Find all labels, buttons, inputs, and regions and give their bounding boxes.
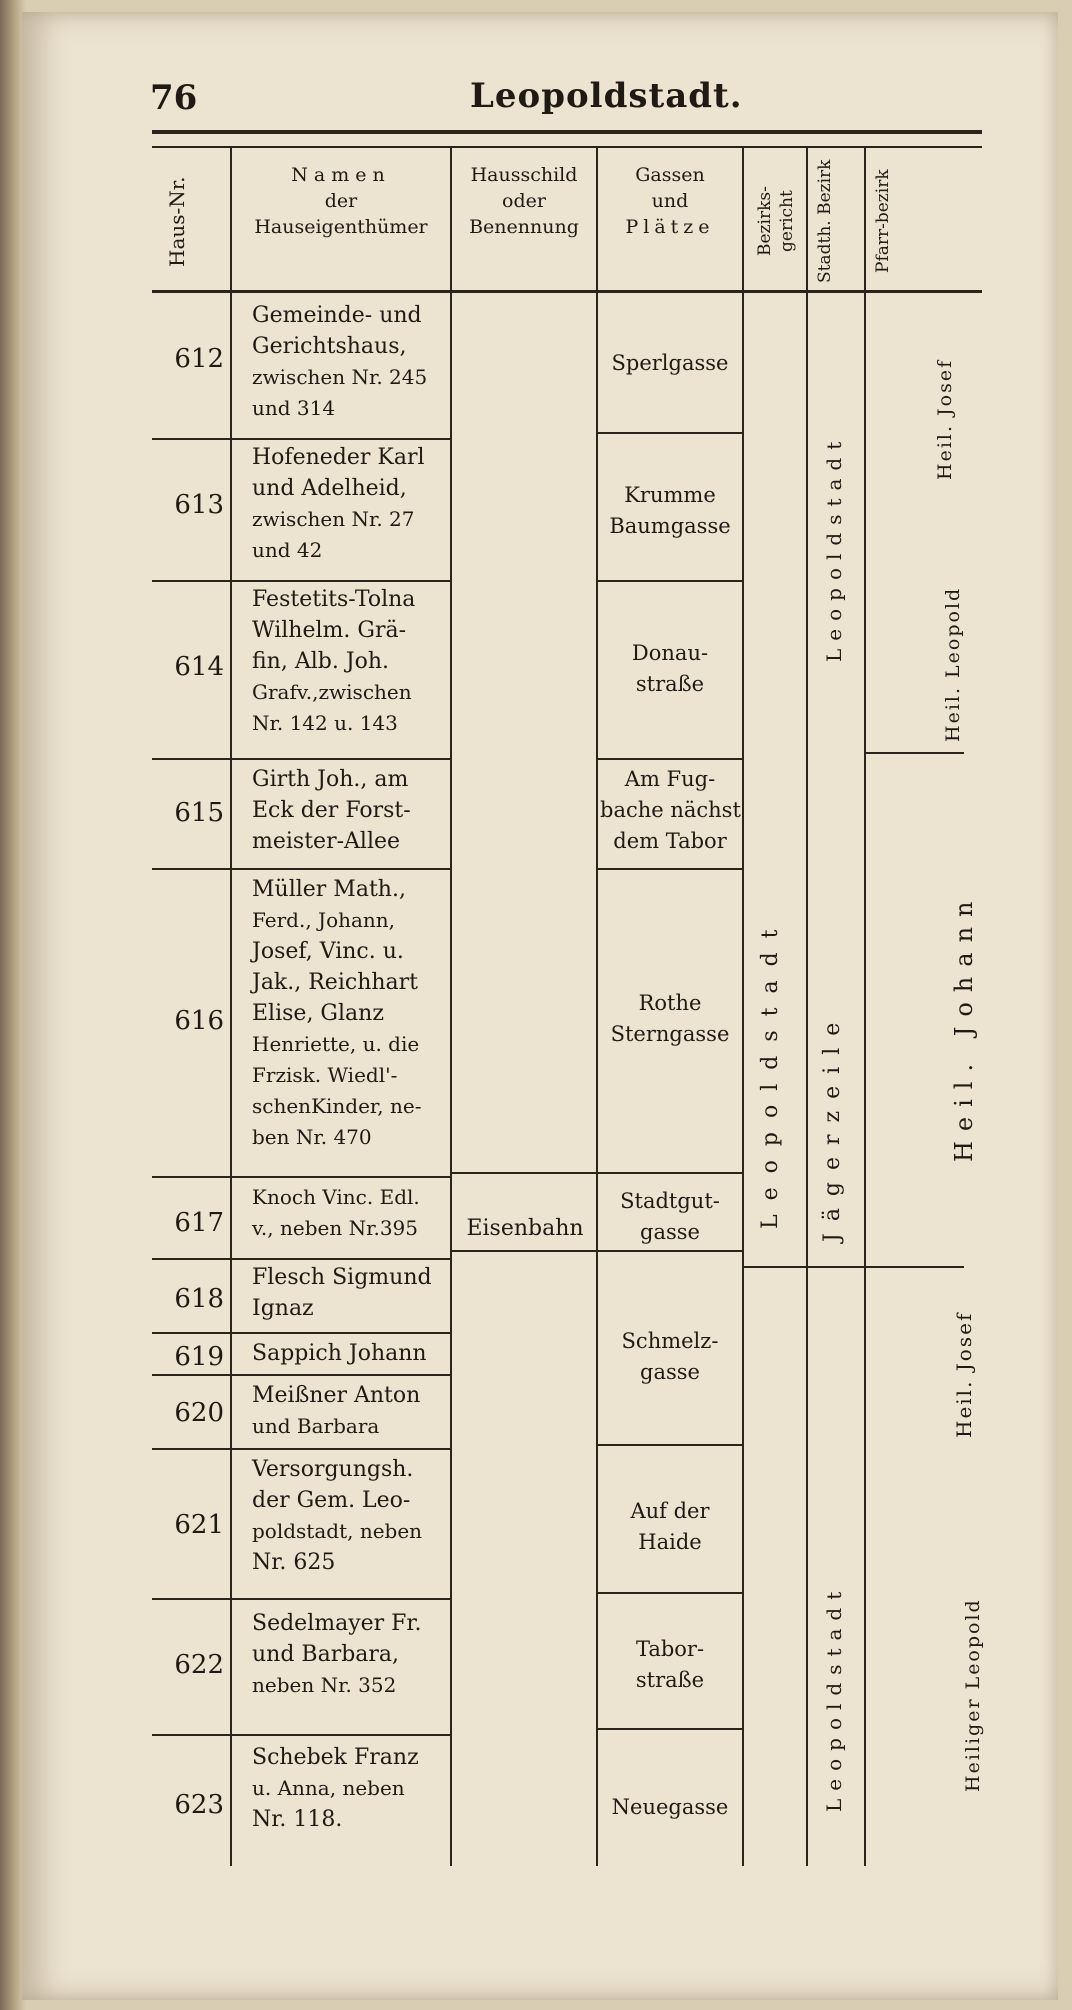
owner-cell: Meißner Anton und Barbara [252,1383,421,1438]
street-cell: Am Fug- bache nächst dem Tabor [600,767,741,853]
haus-nr: 613 [174,490,224,520]
pfarr-bezirk-label: Heil. Josef [934,358,956,480]
haus-nr: 619 [174,1342,224,1372]
col-divider [230,146,232,1866]
book-page [22,12,1058,2000]
haus-nr: 612 [174,344,224,374]
row-sep [152,1258,450,1260]
row-sep [598,1592,742,1594]
haus-nr: 623 [174,1790,224,1820]
row-sep [152,1734,450,1736]
header-bottom-rule [152,290,982,293]
owner-cell: Sappich Johann [252,1341,427,1366]
owner-cell: Müller Math., Ferd., Johann, Josef, Vinc. u. Jak., Reichhart Elise, Glanz Henriette, u. die Frzisk. Wiedl'- schenKinder, ne- ben Nr. 470 [252,877,422,1149]
owner-cell: Festetits-Tolna Wilhelm. Grä- fin, Alb. Joh. Grafv.,zwischen Nr. 142 u. 143 [252,587,416,735]
header-hausschild: Hausschild oder Benennung [469,164,579,238]
haus-nr: 615 [174,798,224,828]
street-cell: Schmelz- gasse [621,1329,719,1384]
pfarr-bezirk-label: Heil. Leopold [942,586,964,742]
row-sep [152,1598,450,1600]
header-haus-nr: Haus-Nr. [165,176,189,268]
header-gassen: Gassen und Plätze [625,164,715,238]
header-pfarr-bezirk: Pfarr-bezirk [873,169,893,273]
street-cell: Neuegasse [611,1795,729,1819]
col-divider [450,146,452,1866]
owner-cell: Versorgungsh. der Gem. Leo- poldstadt, neben Nr. 625 [252,1457,423,1575]
row-sep [152,438,450,440]
stadt-bezirk-label: Leopoldstadt [822,433,846,662]
pfarr-bezirk-label: Heil. Josef [952,1311,976,1438]
street-cell: Tabor- straße [635,1637,705,1692]
owner-cell: Sedelmayer Fr. und Barbara, neben Nr. 352 [252,1611,422,1697]
haus-nr: 618 [174,1284,224,1314]
haus-nr: 620 [174,1398,224,1428]
owner-cell: Knoch Vinc. Edl. v., neben Nr.395 [252,1185,420,1240]
pfarr-bezirk-label: Heiliger Leopold [962,1598,984,1792]
haus-nr: 617 [174,1208,224,1238]
row-sep [598,868,742,870]
row-sep [598,580,742,582]
header-bezirksgericht: Bezirks-gericht [755,186,797,256]
row-sep [598,1444,742,1446]
owner-cell: Hofeneder Karl und Adelheid, zwischen Nr. 27 und 42 [252,445,425,562]
owner-cell: Gemeinde- und Gerichtshaus, zwischen Nr. 245 und 314 [252,303,428,420]
pfarr-bezirk-label: Heil. Johann [950,891,978,1162]
col-divider [596,146,598,1866]
hausschild-cell: Eisenbahn [466,1216,584,1241]
district-sep [864,752,964,754]
street-cell: Auf der Haide [630,1499,710,1554]
district-sep [808,1266,964,1268]
row-sep [152,868,450,870]
row-sep [152,1176,450,1178]
owner-cell: Girth Joh., am Eck der Forst- meister-Allee [252,767,411,854]
top-rule [152,130,982,134]
col-divider [806,146,808,1866]
page-title: Leopoldstadt. [470,76,743,116]
row-sep [152,1374,450,1376]
row-sep [598,758,742,760]
header-stadt-bezirk: Stadth. Bezirk [815,159,835,283]
haus-nr: 622 [174,1650,224,1680]
street-cell: Donau- straße [631,641,709,696]
row-sep [452,1250,742,1252]
street-cell: Stadtgut- gasse [620,1189,720,1244]
street-cell: Krumme Baumgasse [609,483,731,538]
street-cell: Sperlgasse [611,351,729,375]
row-sep [598,432,742,434]
header-namen: Namen der Hauseigenthümer [254,164,428,238]
col-divider [742,146,744,1866]
haus-nr: 614 [174,652,224,682]
owner-cell: Flesch Sigmund Ignaz [252,1265,432,1321]
row-sep [152,1448,450,1450]
header-top-rule [152,146,982,148]
haus-nr: 616 [174,1006,224,1036]
row-sep [152,758,450,760]
street-cell: Rothe Sterngasse [610,991,730,1046]
page-number: 76 [150,78,198,118]
bezirksgericht-label: Leopoldstadt [758,915,783,1229]
stadt-bezirk-label: Leopoldstadt [822,1583,846,1812]
haus-nr: 621 [174,1510,224,1540]
row-sep [152,1332,450,1334]
row-sep [598,1728,742,1730]
col-divider [864,146,866,1866]
row-sep [152,580,450,582]
owner-cell: Schebek Franz u. Anna, neben Nr. 118. [252,1745,419,1832]
row-sep [452,1172,742,1174]
stadt-bezirk-label: Jägerzeile [820,1010,845,1242]
